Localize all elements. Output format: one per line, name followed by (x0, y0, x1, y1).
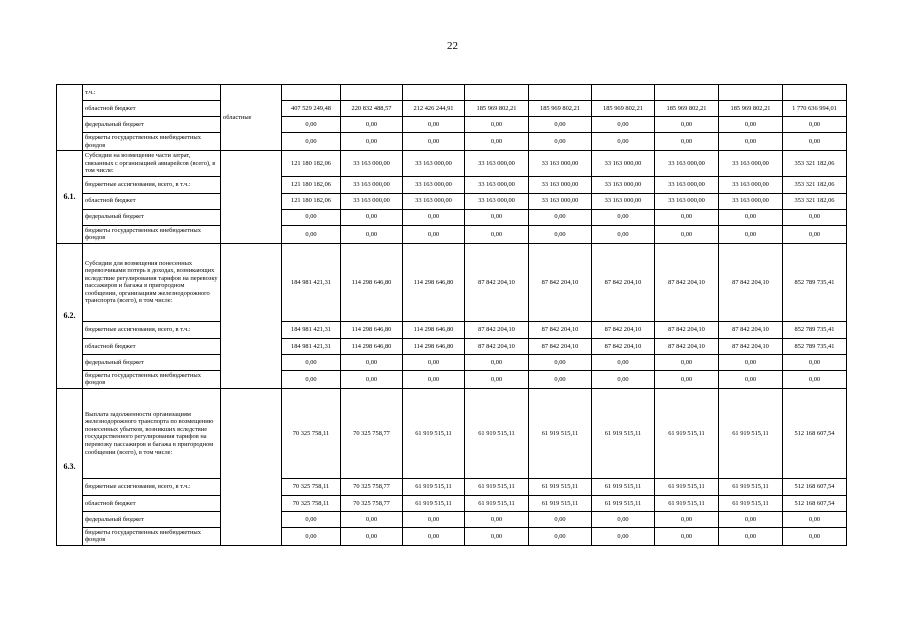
value-cell: 87 842 204,10 (465, 243, 529, 321)
value-cell: 114 298 646,80 (341, 243, 403, 321)
value-cell: 184 981 421,31 (282, 338, 341, 354)
value-cell: 70 325 758,77 (341, 388, 403, 478)
value-cell: 61 919 515,11 (592, 478, 655, 495)
value-cell: 0,00 (341, 370, 403, 388)
value-cell: 0,00 (529, 225, 592, 243)
value-cell: 33 163 000,00 (719, 151, 783, 177)
value-cell: 87 842 204,10 (465, 321, 529, 338)
row-description: федеральный бюджет (83, 117, 221, 133)
value-cell: 61 919 515,11 (403, 478, 465, 495)
value-cell: 0,00 (719, 370, 783, 388)
value-cell: 0,00 (655, 133, 719, 151)
value-cell: 87 842 204,10 (719, 338, 783, 354)
value-cell: 0,00 (592, 117, 655, 133)
value-cell: 1 770 636 994,01 (783, 101, 847, 117)
row-description: федеральный бюджет (83, 511, 221, 527)
value-cell: 61 919 515,11 (655, 495, 719, 511)
value-cell: 0,00 (655, 370, 719, 388)
value-cell: 61 919 515,11 (465, 388, 529, 478)
table-row (57, 321, 847, 338)
value-cell: 0,00 (529, 527, 592, 545)
value-cell: 185 969 802,21 (719, 101, 783, 117)
value-cell: 33 163 000,00 (529, 176, 592, 193)
value-cell: 0,00 (465, 117, 529, 133)
value-cell (403, 85, 465, 101)
value-cell: 33 163 000,00 (465, 193, 529, 209)
table-row (57, 338, 847, 354)
value-cell: 0,00 (655, 527, 719, 545)
value-cell: 0,00 (592, 209, 655, 225)
value-cell: 185 969 802,21 (592, 101, 655, 117)
row-description: бюджеты государственных внебюджетных фондов (83, 527, 221, 545)
value-cell (719, 85, 783, 101)
value-cell: 61 919 515,11 (719, 388, 783, 478)
table-row (57, 117, 847, 133)
value-cell: 0,00 (719, 527, 783, 545)
value-cell: 70 325 758,77 (341, 495, 403, 511)
row-description: бюджетные ассигнования, всего, в т.ч.: (83, 478, 221, 495)
value-cell: 353 321 182,06 (783, 151, 847, 177)
value-cell: 0,00 (465, 209, 529, 225)
value-cell: 0,00 (403, 370, 465, 388)
value-cell: 0,00 (403, 511, 465, 527)
value-cell: 0,00 (465, 527, 529, 545)
row-description: бюджетные ассигнования, всего, в т.ч.: (83, 321, 221, 338)
value-cell: 87 842 204,10 (592, 321, 655, 338)
value-cell: 0,00 (783, 133, 847, 151)
value-cell: 33 163 000,00 (592, 193, 655, 209)
value-cell: 0,00 (529, 117, 592, 133)
value-cell: 33 163 000,00 (465, 151, 529, 177)
row-source (221, 388, 282, 545)
value-cell (655, 85, 719, 101)
section-number: 6.2. (57, 243, 83, 388)
row-description: Выплата задолженности организациям железнодорожного транспорта по возмещению понесенных убытков, возникших вследствие государственного регулирования тарифов на перевозку пассажиров и багажа в пригородном сообщении (всего), в том числе: (83, 388, 221, 478)
value-cell: 0,00 (655, 209, 719, 225)
value-cell: 33 163 000,00 (403, 151, 465, 177)
value-cell: 121 180 182,06 (282, 176, 341, 193)
value-cell: 0,00 (403, 117, 465, 133)
value-cell: 184 981 421,31 (282, 321, 341, 338)
value-cell: 70 325 758,77 (341, 478, 403, 495)
value-cell: 87 842 204,10 (719, 321, 783, 338)
value-cell: 0,00 (783, 354, 847, 370)
value-cell: 0,00 (783, 117, 847, 133)
value-cell: 87 842 204,10 (655, 321, 719, 338)
table-row (57, 133, 847, 151)
page-number: 22 (447, 40, 458, 52)
value-cell: 353 321 182,06 (783, 193, 847, 209)
value-cell: 33 163 000,00 (655, 151, 719, 177)
value-cell: 0,00 (282, 209, 341, 225)
value-cell: 87 842 204,10 (655, 243, 719, 321)
value-cell: 0,00 (719, 354, 783, 370)
row-description: Субсидии для возмещения понесенных перевозчиками потерь в доходах, возникающих вследствие регулирования тарифов на перевозку пассажиров и багажа в пригородном сообщении, организациям железнодорожного транспорта (всего), в том числе: (83, 243, 221, 321)
value-cell: 33 163 000,00 (719, 193, 783, 209)
value-cell: 852 789 735,41 (783, 338, 847, 354)
value-cell: 114 298 646,80 (403, 321, 465, 338)
value-cell: 61 919 515,11 (655, 388, 719, 478)
value-cell: 353 321 182,06 (783, 176, 847, 193)
section-number: 6.1. (57, 151, 83, 244)
value-cell: 114 298 646,80 (341, 321, 403, 338)
row-description: областной бюджет (83, 338, 221, 354)
value-cell: 512 168 607,54 (783, 495, 847, 511)
budget-table (56, 84, 847, 546)
value-cell: 61 919 515,11 (529, 388, 592, 478)
table-row (57, 151, 847, 177)
table-row (57, 193, 847, 209)
value-cell: 121 180 182,06 (282, 151, 341, 177)
row-source (221, 243, 282, 388)
table-row (57, 478, 847, 495)
value-cell: 0,00 (282, 370, 341, 388)
value-cell: 61 919 515,11 (592, 388, 655, 478)
row-source (221, 151, 282, 244)
value-cell: 0,00 (341, 527, 403, 545)
table-row (57, 495, 847, 511)
value-cell: 0,00 (341, 354, 403, 370)
value-cell: 61 919 515,11 (719, 495, 783, 511)
value-cell: 0,00 (719, 133, 783, 151)
value-cell: 0,00 (341, 511, 403, 527)
value-cell: 33 163 000,00 (529, 193, 592, 209)
value-cell: 114 298 646,80 (403, 243, 465, 321)
row-description: федеральный бюджет (83, 209, 221, 225)
table-row (57, 354, 847, 370)
value-cell: 0,00 (529, 511, 592, 527)
value-cell: 0,00 (403, 527, 465, 545)
value-cell: 0,00 (403, 209, 465, 225)
value-cell: 61 919 515,11 (529, 495, 592, 511)
value-cell: 0,00 (465, 225, 529, 243)
value-cell: 0,00 (655, 225, 719, 243)
section-number-cell (57, 85, 83, 151)
value-cell: 33 163 000,00 (655, 193, 719, 209)
value-cell: 0,00 (529, 133, 592, 151)
row-description: областной бюджет (83, 101, 221, 117)
value-cell: 0,00 (783, 209, 847, 225)
value-cell: 87 842 204,10 (529, 243, 592, 321)
table-row (57, 388, 847, 478)
section-number: 6.3. (57, 388, 83, 545)
row-source: областные (221, 85, 282, 151)
value-cell: 61 919 515,11 (592, 495, 655, 511)
value-cell: 33 163 000,00 (719, 176, 783, 193)
value-cell: 61 919 515,11 (529, 478, 592, 495)
table-row (57, 527, 847, 545)
value-cell: 33 163 000,00 (592, 151, 655, 177)
value-cell: 33 163 000,00 (592, 176, 655, 193)
value-cell: 407 529 249,48 (282, 101, 341, 117)
value-cell: 114 298 646,80 (341, 338, 403, 354)
value-cell: 33 163 000,00 (465, 176, 529, 193)
value-cell (592, 85, 655, 101)
value-cell: 0,00 (655, 511, 719, 527)
row-description: бюджеты государственных внебюджетных фондов (83, 225, 221, 243)
value-cell: 33 163 000,00 (529, 151, 592, 177)
value-cell: 0,00 (592, 527, 655, 545)
table-row (57, 101, 847, 117)
value-cell: 0,00 (783, 527, 847, 545)
value-cell: 185 969 802,21 (655, 101, 719, 117)
value-cell: 512 168 607,54 (783, 388, 847, 478)
value-cell: 0,00 (403, 354, 465, 370)
value-cell: 33 163 000,00 (341, 176, 403, 193)
row-description: бюджеты государственных внебюджетных фондов (83, 133, 221, 151)
value-cell: 0,00 (719, 209, 783, 225)
value-cell: 512 168 607,54 (783, 478, 847, 495)
table-row (57, 176, 847, 193)
value-cell: 0,00 (465, 370, 529, 388)
value-cell: 70 325 758,11 (282, 388, 341, 478)
value-cell: 0,00 (282, 117, 341, 133)
value-cell: 0,00 (783, 511, 847, 527)
table-body (57, 85, 847, 546)
value-cell: 852 789 735,41 (783, 321, 847, 338)
row-description: бюджетные ассигнования, всего, в т.ч.: (83, 176, 221, 193)
value-cell: 87 842 204,10 (529, 338, 592, 354)
value-cell: 33 163 000,00 (655, 176, 719, 193)
value-cell: 61 919 515,11 (465, 478, 529, 495)
value-cell (783, 85, 847, 101)
value-cell: 0,00 (783, 225, 847, 243)
value-cell: 61 919 515,11 (719, 478, 783, 495)
value-cell (465, 85, 529, 101)
row-description: Субсидии на возмещение части затрат, связанных с организацией авиарейсов (всего), в том числе: (83, 151, 221, 177)
value-cell: 0,00 (341, 117, 403, 133)
value-cell: 0,00 (655, 117, 719, 133)
row-description: бюджеты государственных внебюджетных фондов (83, 370, 221, 388)
value-cell: 87 842 204,10 (529, 321, 592, 338)
table-row (57, 243, 847, 321)
value-cell: 70 325 758,11 (282, 478, 341, 495)
value-cell: 0,00 (592, 225, 655, 243)
value-cell: 0,00 (719, 511, 783, 527)
row-description: т.ч.: (83, 85, 221, 101)
value-cell: 0,00 (529, 209, 592, 225)
value-cell: 185 969 802,21 (465, 101, 529, 117)
value-cell: 33 163 000,00 (341, 193, 403, 209)
value-cell: 0,00 (282, 527, 341, 545)
value-cell: 0,00 (592, 511, 655, 527)
value-cell: 0,00 (465, 354, 529, 370)
value-cell: 61 919 515,11 (465, 495, 529, 511)
table-row (57, 85, 847, 101)
value-cell: 0,00 (529, 354, 592, 370)
value-cell: 0,00 (719, 117, 783, 133)
value-cell: 184 981 421,31 (282, 243, 341, 321)
value-cell: 185 969 802,21 (529, 101, 592, 117)
value-cell: 0,00 (403, 133, 465, 151)
value-cell: 852 789 735,41 (783, 243, 847, 321)
value-cell: 0,00 (282, 225, 341, 243)
value-cell: 0,00 (282, 133, 341, 151)
value-cell (341, 85, 403, 101)
value-cell: 33 163 000,00 (403, 176, 465, 193)
table-row (57, 209, 847, 225)
value-cell: 0,00 (592, 370, 655, 388)
value-cell: 0,00 (592, 354, 655, 370)
value-cell (529, 85, 592, 101)
value-cell: 70 325 758,11 (282, 495, 341, 511)
value-cell: 87 842 204,10 (719, 243, 783, 321)
table-row (57, 511, 847, 527)
value-cell: 87 842 204,10 (592, 243, 655, 321)
value-cell: 61 919 515,11 (403, 495, 465, 511)
value-cell: 0,00 (465, 133, 529, 151)
value-cell: 0,00 (282, 511, 341, 527)
value-cell: 0,00 (341, 133, 403, 151)
value-cell: 61 919 515,11 (403, 388, 465, 478)
value-cell: 0,00 (719, 225, 783, 243)
value-cell: 87 842 204,10 (592, 338, 655, 354)
value-cell: 0,00 (783, 370, 847, 388)
value-cell: 0,00 (282, 354, 341, 370)
value-cell: 33 163 000,00 (403, 193, 465, 209)
value-cell: 61 919 515,11 (655, 478, 719, 495)
value-cell: 0,00 (529, 370, 592, 388)
value-cell: 212 426 244,91 (403, 101, 465, 117)
value-cell: 0,00 (341, 225, 403, 243)
value-cell: 87 842 204,10 (465, 338, 529, 354)
value-cell: 0,00 (341, 209, 403, 225)
value-cell: 33 163 000,00 (341, 151, 403, 177)
value-cell: 87 842 204,10 (655, 338, 719, 354)
value-cell: 220 832 488,57 (341, 101, 403, 117)
value-cell: 114 298 646,80 (403, 338, 465, 354)
value-cell: 0,00 (655, 354, 719, 370)
row-description: федеральный бюджет (83, 354, 221, 370)
value-cell: 0,00 (592, 133, 655, 151)
value-cell: 0,00 (465, 511, 529, 527)
table-row (57, 225, 847, 243)
value-cell: 0,00 (403, 225, 465, 243)
row-description: областной бюджет (83, 193, 221, 209)
value-cell (282, 85, 341, 101)
table-row (57, 370, 847, 388)
value-cell: 121 180 182,06 (282, 193, 341, 209)
row-description: областной бюджет (83, 495, 221, 511)
